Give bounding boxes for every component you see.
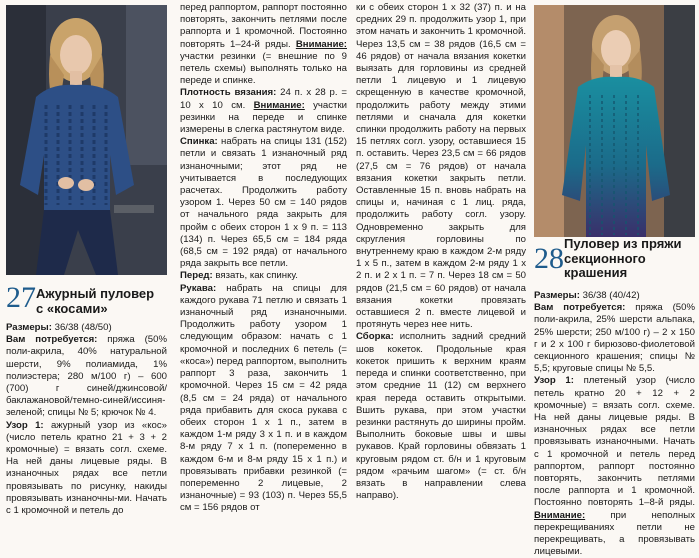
column-4-text	[534, 290, 695, 558]
back-27: Спинка: набрать на спицы 131 (152) петли и связать 1 изнаночный ряд изнаночными; этот ряд не учитывается в последующих расчетах. Продолжить работу узором 1. Через 50 см = 140 рядов от начального ряда закрыть для пройм с обеих сторон 1 х 9 п. = 113 (134) п. Через 65,5 см = 184 ряда (68,5 см = 192 ряда) от начального ряда закрыть все петли.	[180, 136, 347, 270]
model-28-illustration	[534, 5, 695, 237]
column-2-text	[180, 2, 347, 515]
materials-27: Вам потребуется: пряжа (50% поли-акрила, 40% натуральной шерсти, 9% полиамида, 1% полиэстера; 280 м/100 г) – 600 (700) г синей/джинсовой/баклажановой/темно-синей/иссиня-зеленой; спицы № 5; крючок № 4.	[6, 334, 167, 419]
item-number-27: 27	[6, 281, 36, 314]
item-title-28-line2: секционного	[564, 250, 646, 266]
assembly-27: Сборка: исполнить задний средний шов кокеток. Продольные края кокеток пришить к верхним краям переда и спинки соответственно, при этом средние 11 (12) см верхнего края переда оставить открытыми. Вшить рукава, при этом участки резинки растянуть до ширины пройм. Выполнить боковые швы и швы рукавов. Край горловины обвязать 1 круговым рядом ст. б/н и 1 круговым рядом «рачьим шагом» (= ст. б/н вязать в направлении слева направо).	[356, 331, 526, 502]
column-1-text	[6, 322, 167, 517]
front-27: Перед: вязать, как спинку.	[180, 270, 298, 282]
item-title-27	[36, 287, 154, 316]
item-title-27-line2: с «косами»	[36, 300, 108, 316]
pattern-continued-27: перед раппортом, раппорт постоянно повторять, закончить петлями после раппорта и 1 кромочной. Постоянно повторять 1–24-й ряды. Внимание: участки резинки (= внешние по 9 петель схемы) выполнять только на переде и спинке.	[180, 2, 347, 87]
sizes-27: Размеры: 36/38 (48/50)	[6, 322, 112, 333]
materials-28: Вам потребуется: пряжа (50% поли-акрила, 25% шерсти альпака, 25% шерсти; 250 м/100 г) – 2 х 150 г и 2 х 100 г бирюзово-фиолетовой секционного крашения; спицы № 5,5; круговые спицы № 5,5.	[534, 302, 695, 375]
sizes-28: Размеры: 36/38 (40/42)	[534, 290, 640, 301]
sleeves-27: Рукава: набрать на спицы для каждого рукава 71 петлю и связать 1 изнаночный ряд изнаночными. Продолжить работу узором 1 следующим образом: начать с 1 кромочной и последних 6 петель (= «коса») перед раппортом, выполнить раппорт 3 раза, закончить 1 кромочной. Через 15 см = 42 ряда (8,5 см = 24 ряда) от начального ряда прибавить для скоса рукава с обеих сторон 1 х 1 п., затем в каждом 1-м ряду 3 х 1 п. и в каждом 8-м ряду 7 х 1 п. (попеременно в каждом 6-м и 8-м ряду 15 х 1 п.) и провязывать прибавки резинкой (= попеременно 2 лицевые, 2 изнаночные) = 93 (103) п. Через 55,5 см = 156 рядов от	[180, 282, 347, 514]
photo-model-27	[6, 5, 167, 275]
item-title-28-line1: Пуловер из пряжи	[564, 236, 682, 251]
pattern1-27: Узор 1: ажурный узор из «кос» (число петель кратно 21 + 3 + 2 кромочные) = вязать согл. схеме. На ней даны лицевые ряды. В изнаночных рядах все петли провязывать по рисунку, накиды провязывать изнаночны-ми. Начать с 1 кромочной и петель до	[6, 419, 167, 517]
column-3-text	[356, 2, 526, 502]
item-title-28	[564, 237, 682, 281]
yoke-27: ки с обеих сторон 1 х 32 (37) п. и на средних 29 п. продолжить узор 1, при этом начать и закончить 1 кромочной. Через 13,5 см = 38 рядов (16,5 см = 46 рядов) от начала вязания кокетки выязать для горловины из средней петли 1 лицевую и 1 лицевую скрещенную в качестве кромочной, продолжить работу между этими петлями и сначала для кокетки спинки продолжить работу на первых 15 петлях согл. узору, оставшиеся 15 п. оставить. Через 23,5 см = 66 рядов (27,5 см = 76 рядов) от начала вязания кокетки закрыть петли. Оставленные 15 п. вновь набрать на спицы и, начиная с 1 лиц. ряда, продолжить работу согл. узору. Одновременно закрыть для скругления горловины по внутреннему краю в каждом 2-м ряду 1 х 5 п., затем в каждом 2-м ряду 1 х 2 п. и 2 х 1 п. = 7 п. Через 18 см = 50 рядов (21,5 см = 60 рядов) от начала вязания кокетки провязать оставшиеся 2 п. вместе лицевой и протянуть через нее нить.	[356, 2, 526, 331]
model-27-illustration	[6, 5, 167, 275]
photo-model-28	[534, 5, 695, 237]
density-27: Плотность вязания: 24 п. х 28 р. = 10 х 10 см. Внимание: участки резинки на переде и спинке измерены в слегка растянутом виде.	[180, 87, 347, 136]
item-title-27-line1: Ажурный пуловер	[36, 286, 155, 301]
item-title-28-line3: крашения	[564, 265, 628, 280]
pattern1-28: Узор 1: плетеный узор (число петель кратно 20 + 12 + 2 кромочные) = вязать согл. схеме. На ней даны лицевые ряды. В изнаночных рядах все петли провязывать изнаночными. Начать с 1 кромочной и петель перед раппортом, раппорт постоянно повторять, закончить петлями после раппорта и 1 кромочной. Постоянно повторять 1–8-й ряды. Внимание: при неполных перекрещиваниях петли не перекрещивать, а провязывать лицевыми.	[534, 375, 695, 558]
item-number-28: 28	[534, 242, 564, 275]
